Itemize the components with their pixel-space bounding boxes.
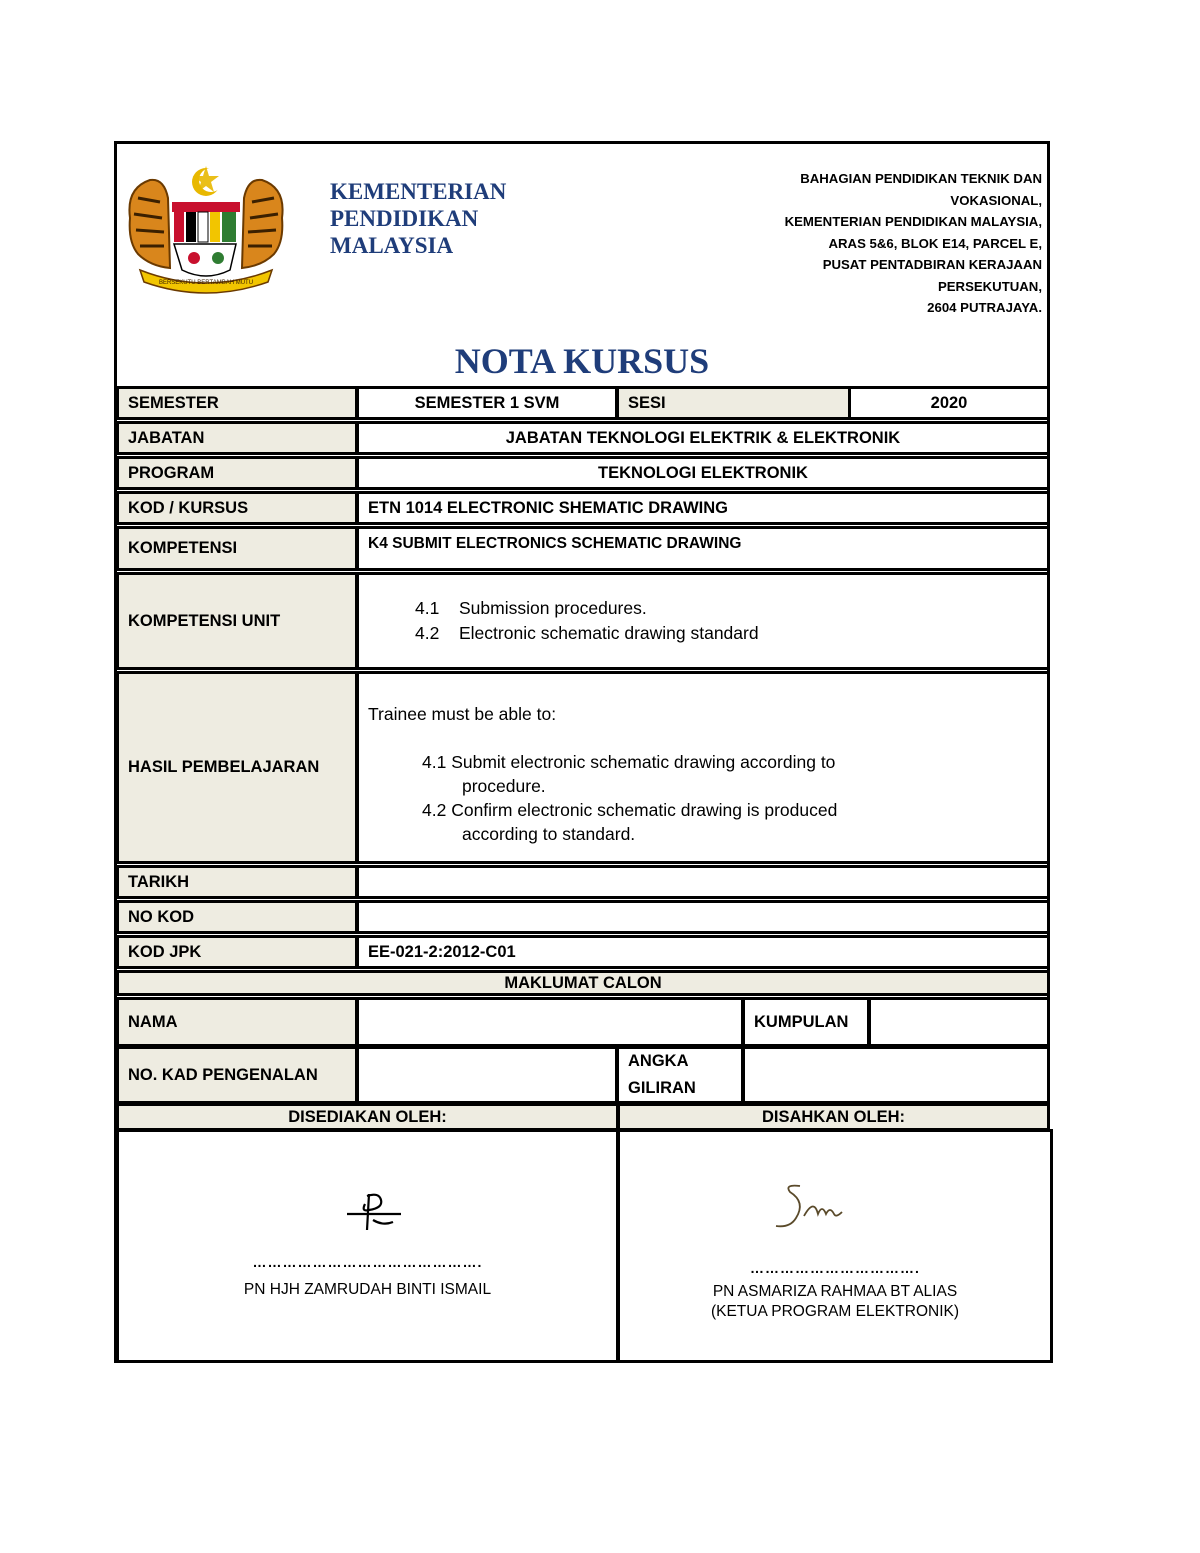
no-kad-pengenalan-field[interactable]: [356, 1046, 618, 1104]
address-line: PERSEKUTUAN,: [937, 278, 1042, 294]
tarikh-field[interactable]: [356, 865, 1050, 899]
signatory-name-right: PN ASMARIZA RAHMAA BT ALIAS: [712, 1283, 958, 1300]
semester-value: SEMESTER 1 SVM: [356, 386, 618, 420]
angka-giliran-label: ANGKA GILIRAN: [616, 1046, 744, 1104]
sesi-label: SESI: [616, 386, 852, 420]
signature-box-right: [617, 1129, 1053, 1363]
hasil-item-cont: according to standard.: [462, 824, 636, 844]
signature-box-left: [116, 1129, 619, 1363]
kumpulan-label: KUMPULAN: [742, 997, 870, 1047]
no-kod-field[interactable]: [356, 900, 1050, 934]
no-kod-label: NO KOD: [116, 900, 358, 934]
address-line: 2604 PUTRAJAYA.: [927, 300, 1042, 315]
no-kad-pengenalan-label: NO. KAD PENGENALAN: [116, 1046, 358, 1104]
signatory-role-right: (KETUA PROGRAM ELEKTRONIK): [710, 1303, 960, 1320]
semester-label: SEMESTER: [116, 386, 358, 420]
unit-item: 4.2 Electronic schematic drawing standard: [415, 623, 759, 643]
kompetensi-label: KOMPETENSI: [116, 526, 358, 571]
ministry-name: [330, 178, 506, 259]
ministry-address: [682, 168, 1042, 319]
jabatan-value: JABATAN TEKNOLOGI ELEKTRIK & ELEKTRONIK: [356, 421, 1050, 455]
unit-item: 4.1 Submission procedures.: [415, 598, 647, 618]
kod-jpk-value: EE-021-2:2012-C01: [356, 935, 1050, 969]
jabatan-label: JABATAN: [116, 421, 358, 455]
hasil-item-cont: procedure.: [462, 776, 546, 796]
kod-kursus-value: ETN 1014 ELECTRONIC SHEMATIC DRAWING: [356, 491, 1050, 525]
tarikh-label: TARIKH: [116, 865, 358, 899]
angka-giliran-field[interactable]: [742, 1046, 1050, 1104]
nama-label: NAMA: [116, 997, 358, 1047]
hasil-pembelajaran-label: HASIL PEMBELAJARAN: [116, 671, 358, 864]
address-line: PUSAT PENTADBIRAN KERAJAAN: [822, 257, 1042, 272]
kompetensi-unit-value: [356, 572, 1050, 670]
signatory-name-left: PN HJH ZAMRUDAH BINTI ISMAIL: [243, 1281, 492, 1298]
signature-line-left: ……………………………………….: [252, 1254, 483, 1270]
address-line: ARAS 5&6, BLOK E14, PARCEL E,: [828, 235, 1042, 251]
address-line: VOKASIONAL,: [950, 192, 1042, 208]
program-value: TEKNOLOGI ELEKTRONIK: [356, 456, 1050, 490]
signature-line-right: …………………………….: [750, 1260, 920, 1276]
hasil-pembelajaran-value: [356, 671, 1050, 864]
ministry-line: MALAYSIA: [330, 233, 454, 258]
kumpulan-field[interactable]: [868, 997, 1050, 1047]
disediakan-header: DISEDIAKAN OLEH:: [116, 1103, 619, 1131]
disahkan-header: DISAHKAN OLEH:: [617, 1103, 1050, 1131]
malaysia-crest-logo: [120, 158, 292, 296]
hasil-item: 4.1 Submit electronic schematic drawing according to: [422, 752, 836, 772]
kod-jpk-label: KOD JPK: [116, 935, 358, 969]
kompetensi-value: [356, 526, 1050, 571]
ministry-line: KEMENTERIAN: [330, 179, 507, 204]
hasil-item: 4.2 Confirm electronic schematic drawing is produced: [422, 800, 838, 820]
ministry-line: PENDIDIKAN: [330, 206, 479, 231]
kompetensi-text: K4 SUBMIT ELECTRONICS SCHEMATIC DRAWING: [368, 535, 742, 552]
hasil-intro: Trainee must be able to:: [368, 704, 557, 724]
svg-text:BERSEKUTU BERTAMBAH MUTU: BERSEKUTU BERTAMBAH MUTU: [158, 280, 254, 286]
sesi-value: 2020: [848, 386, 1050, 420]
program-label: PROGRAM: [116, 456, 358, 490]
kod-kursus-label: KOD / KURSUS: [116, 491, 358, 525]
signature-mark-left: [339, 1190, 409, 1234]
signature-mark-right: [770, 1178, 870, 1234]
kompetensi-unit-label: KOMPETENSI UNIT: [116, 572, 358, 670]
address-line: BAHAGIAN PENDIDIKAN TEKNIK DAN: [800, 171, 1042, 186]
page-title: NOTA KURSUS: [454, 341, 710, 381]
nama-field[interactable]: [356, 997, 744, 1047]
address-line: KEMENTERIAN PENDIDIKAN MALAYSIA,: [784, 214, 1042, 229]
maklumat-calon-header: MAKLUMAT CALON: [116, 970, 1050, 996]
